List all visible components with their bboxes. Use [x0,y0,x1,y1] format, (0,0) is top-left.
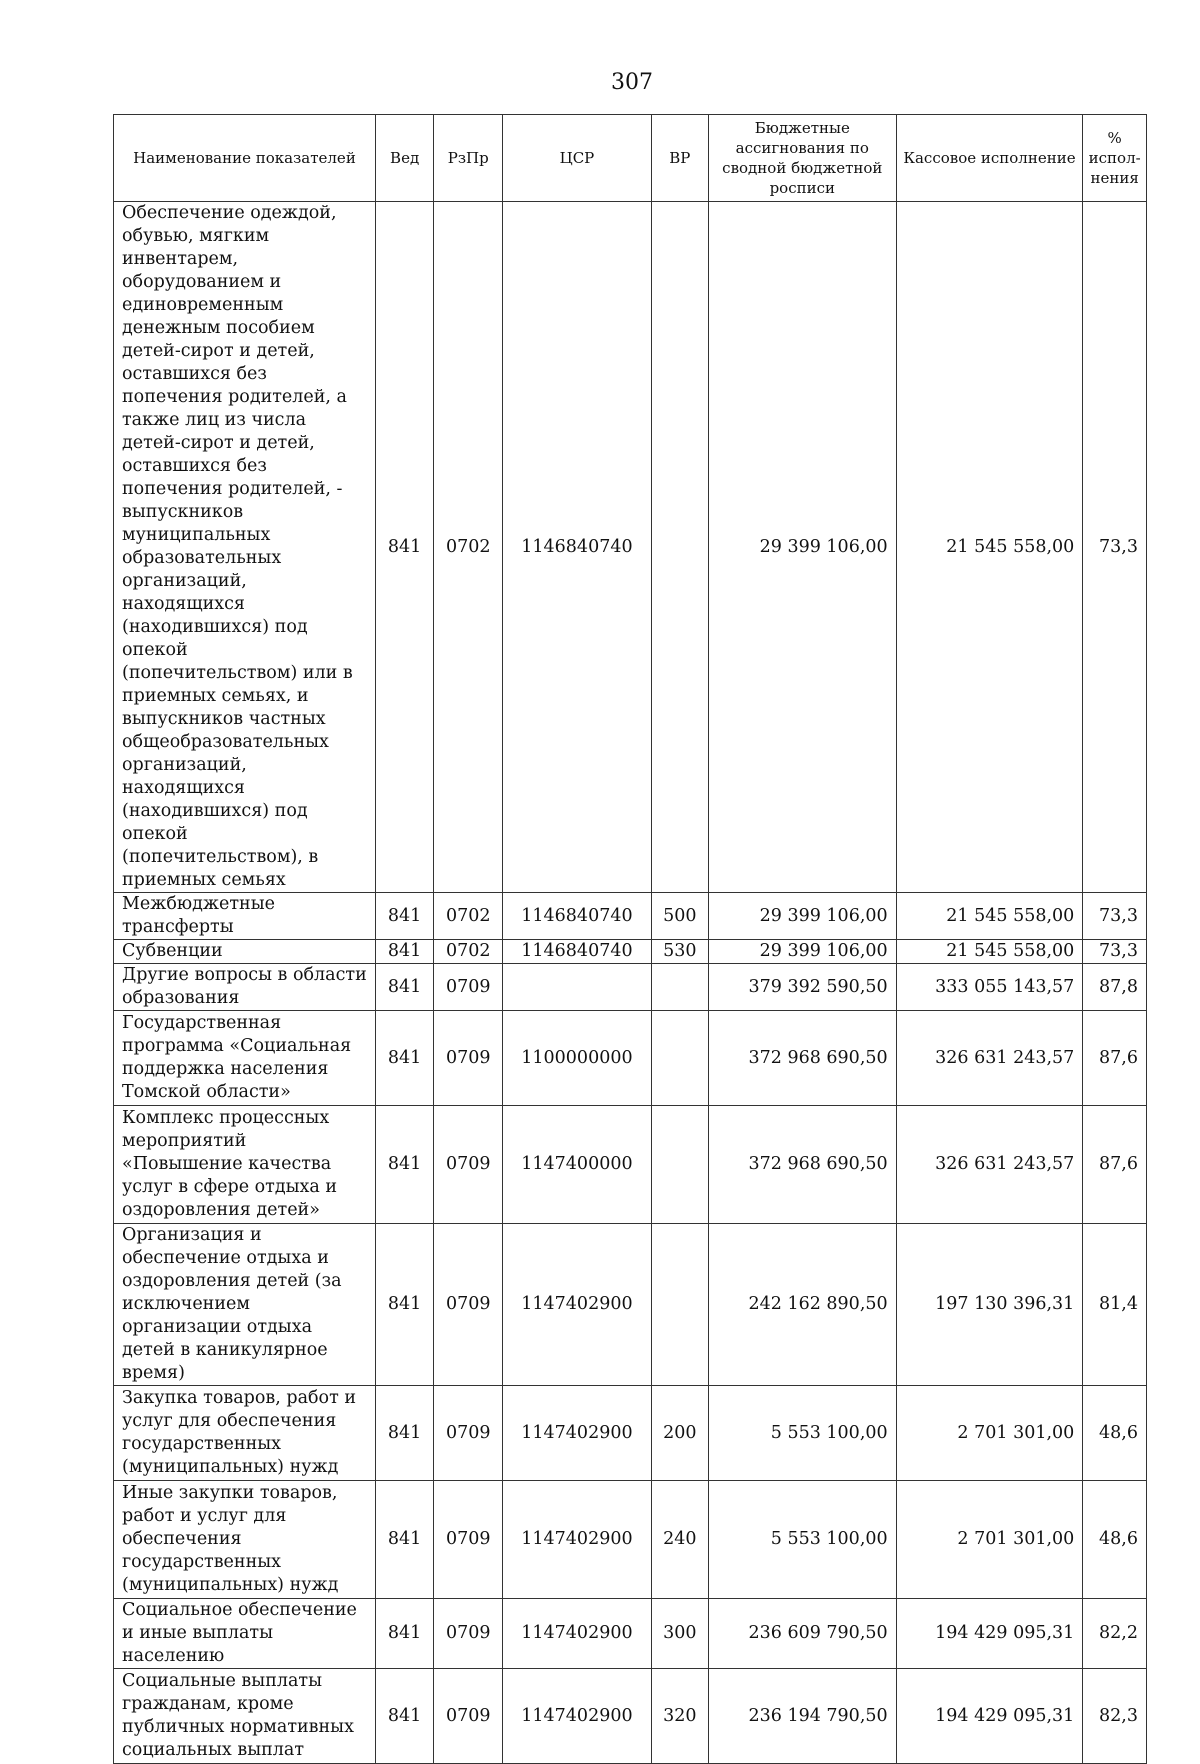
row-rzpr: 0709 [434,1599,503,1669]
row-rzpr: 0709 [434,1669,503,1764]
row-execution: 194 429 095,31 [896,1669,1083,1764]
header-csr: ЦСР [503,115,651,202]
table-row [114,964,1147,1011]
row-rzpr: 0709 [434,1386,503,1481]
row-vr [651,1011,708,1106]
row-vr [651,964,708,1011]
row-name: Другие вопросы в области образования [114,964,376,1011]
row-percent: 73,3 [1083,940,1147,964]
row-ved: 841 [375,1386,433,1481]
row-vr [651,1224,708,1386]
row-csr: 1146840740 [503,893,651,940]
row-rzpr: 0702 [434,893,503,940]
row-execution: 21 545 558,00 [896,202,1083,893]
row-percent: 87,6 [1083,1011,1147,1106]
row-name: Организация и обеспечение отдыха и оздоровления детей (за исключением организации отдыха детей в каникулярное время) [114,1224,376,1386]
header-name: Наименование показателей [114,115,376,202]
row-execution: 2 701 301,00 [896,1481,1083,1599]
row-vr: 320 [651,1669,708,1764]
row-vr: 300 [651,1599,708,1669]
row-assignments: 5 553 100,00 [708,1481,896,1599]
header-percent: % испол-нения [1083,115,1147,202]
header-ved: Вед [375,115,433,202]
row-vr: 530 [651,940,708,964]
row-name: Государственная программа «Социальная поддержка населения Томской области» [114,1011,376,1106]
row-percent: 81,4 [1083,1224,1147,1386]
row-execution: 326 631 243,57 [896,1011,1083,1106]
row-rzpr: 0709 [434,1224,503,1386]
header-vr: ВР [651,115,708,202]
row-execution: 333 055 143,57 [896,964,1083,1011]
row-assignments: 29 399 106,00 [708,202,896,893]
row-ved: 841 [375,1481,433,1599]
table-header-row [114,115,1147,202]
row-ved: 841 [375,1106,433,1224]
table-row [114,1481,1147,1599]
row-execution: 197 130 396,31 [896,1224,1083,1386]
table-row [114,1224,1147,1386]
table-row [114,1599,1147,1669]
header-assignments: Бюджетные ассигнования по сводной бюджетной росписи [708,115,896,202]
row-assignments: 5 553 100,00 [708,1386,896,1481]
row-assignments: 236 609 790,50 [708,1599,896,1669]
row-csr: 1147402900 [503,1224,651,1386]
row-csr: 1146840740 [503,940,651,964]
row-execution: 326 631 243,57 [896,1106,1083,1224]
row-execution: 21 545 558,00 [896,940,1083,964]
row-percent: 87,8 [1083,964,1147,1011]
row-assignments: 236 194 790,50 [708,1669,896,1764]
row-csr: 1147402900 [503,1669,651,1764]
row-rzpr: 0702 [434,940,503,964]
row-name: Иные закупки товаров, работ и услуг для обеспечения государственных (муниципальных) нужд [114,1481,376,1599]
row-csr: 1100000000 [503,1011,651,1106]
row-name: Социальные выплаты гражданам, кроме публичных нормативных социальных выплат [114,1669,376,1764]
row-percent: 48,6 [1083,1481,1147,1599]
table-row [114,1386,1147,1481]
header-execution: Кассовое исполнение [896,115,1083,202]
table-row [114,1669,1147,1764]
row-rzpr: 0709 [434,1106,503,1224]
row-rzpr: 0709 [434,1481,503,1599]
table-row [114,940,1147,964]
table-row [114,202,1147,893]
row-execution: 194 429 095,31 [896,1599,1083,1669]
row-execution: 2 701 301,00 [896,1386,1083,1481]
table-row [114,893,1147,940]
row-assignments: 29 399 106,00 [708,940,896,964]
table-row [114,1106,1147,1224]
row-assignments: 29 399 106,00 [708,893,896,940]
row-csr: 1146840740 [503,202,651,893]
row-rzpr: 0709 [434,964,503,1011]
row-vr: 500 [651,893,708,940]
row-csr [503,964,651,1011]
row-ved: 841 [375,1011,433,1106]
row-percent: 73,3 [1083,202,1147,893]
row-name: Комплекс процессных мероприятий «Повышение качества услуг в сфере отдыха и оздоровления детей» [114,1106,376,1224]
row-execution: 21 545 558,00 [896,893,1083,940]
header-rzpr: РзПр [434,115,503,202]
row-ved: 841 [375,1224,433,1386]
row-vr [651,1106,708,1224]
row-assignments: 379 392 590,50 [708,964,896,1011]
row-ved: 841 [375,893,433,940]
row-name: Субвенции [114,940,376,964]
row-name: Социальное обеспечение и иные выплаты населению [114,1599,376,1669]
row-percent: 82,2 [1083,1599,1147,1669]
row-ved: 841 [375,1599,433,1669]
row-csr: 1147402900 [503,1481,651,1599]
row-assignments: 242 162 890,50 [708,1224,896,1386]
row-percent: 48,6 [1083,1386,1147,1481]
row-csr: 1147402900 [503,1599,651,1669]
row-name: Закупка товаров, работ и услуг для обеспечения государственных (муниципальных) нужд [114,1386,376,1481]
row-rzpr: 0709 [434,1011,503,1106]
row-assignments: 372 968 690,50 [708,1011,896,1106]
table-row [114,1011,1147,1106]
row-percent: 73,3 [1083,893,1147,940]
row-percent: 87,6 [1083,1106,1147,1224]
row-name: Межбюджетные трансферты [114,893,376,940]
row-ved: 841 [375,964,433,1011]
row-assignments: 372 968 690,50 [708,1106,896,1224]
row-ved: 841 [375,202,433,893]
row-csr: 1147402900 [503,1386,651,1481]
row-rzpr: 0702 [434,202,503,893]
budget-table [113,114,1147,1764]
row-ved: 841 [375,1669,433,1764]
row-vr: 200 [651,1386,708,1481]
row-vr: 240 [651,1481,708,1599]
page-number: 307 [611,70,653,95]
row-percent: 82,3 [1083,1669,1147,1764]
row-ved: 841 [375,940,433,964]
row-vr [651,202,708,893]
row-csr: 1147400000 [503,1106,651,1224]
row-name: Обеспечение одеждой, обувью, мягким инвентарем, оборудованием и единовременным денежным пособием детей-сирот и детей, оставшихся без попечения родителей, а также лиц из числа детей-сирот и детей, оставшихся без попечения родителей, - выпускников муниципальных образовательных организаций, находящихся (находившихся) под опекой (попечительством) или в приемных семьях, и выпускников частных общеобразовательных организаций, находящихся (находившихся) под опекой (попечительством), в приемных семьях [114,202,376,893]
